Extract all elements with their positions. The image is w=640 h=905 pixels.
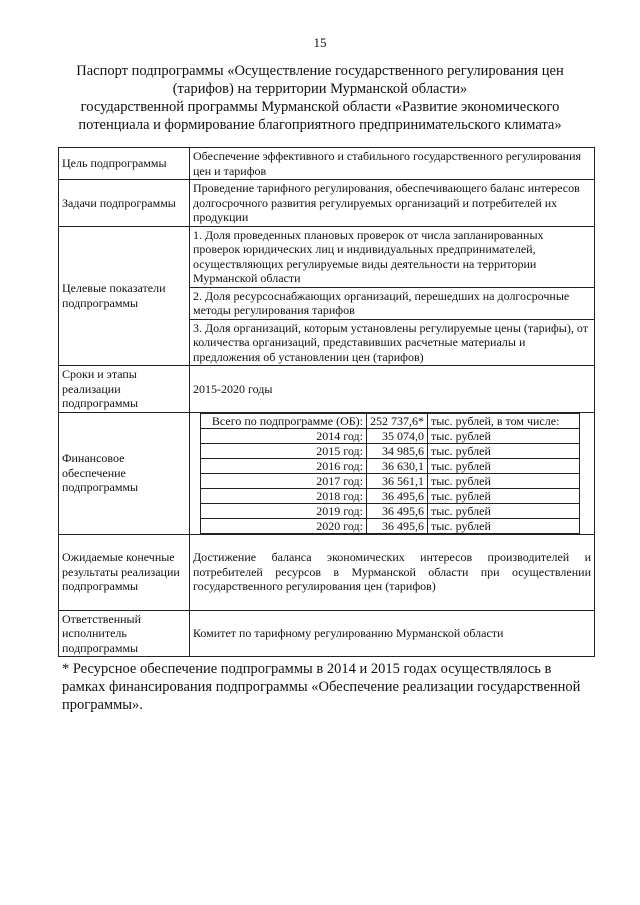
finance-total-unit: тыс. рублей, в том числе: xyxy=(428,413,580,428)
tasks-label: Задачи подпрограммы xyxy=(59,180,190,227)
finance-value: 36 561,1 xyxy=(367,473,428,488)
finance-year: 2017 год: xyxy=(201,473,367,488)
finance-year: 2019 год: xyxy=(201,503,367,518)
indicator-2: 2. Доля ресурсоснабжающих организаций, перешедших на долгосрочные методы регулирования тарифов xyxy=(190,287,595,319)
finance-year: 2016 год: xyxy=(201,458,367,473)
row-tasks xyxy=(59,180,595,227)
finance-year-row xyxy=(201,443,580,458)
row-goal xyxy=(59,148,595,180)
passport-table xyxy=(58,147,595,657)
finance-year-row xyxy=(201,488,580,503)
finance-total-row xyxy=(201,413,580,428)
title-line: потенциала и формирование благоприятного предпринимательского климата» xyxy=(78,117,562,133)
finance-year: 2015 год: xyxy=(201,443,367,458)
title-line: Паспорт подпрограммы «Осуществление государственного регулирования цен xyxy=(76,63,564,79)
row-finance xyxy=(59,412,595,534)
page-number: 15 xyxy=(313,35,327,50)
finance-value: 35 074,0 xyxy=(367,428,428,443)
row-executor xyxy=(59,610,595,657)
row-terms xyxy=(59,366,595,413)
finance-year-row xyxy=(201,458,580,473)
finance-year: 2018 год: xyxy=(201,488,367,503)
finance-cell xyxy=(190,412,595,534)
finance-unit: тыс. рублей xyxy=(428,458,580,473)
finance-label: Финансовое обеспечение подпрограммы xyxy=(59,412,190,534)
finance-value: 36 495,6 xyxy=(367,518,428,533)
finance-unit: тыс. рублей xyxy=(428,473,580,488)
finance-value: 34 985,6 xyxy=(367,443,428,458)
finance-total-label: Всего по подпрограмме (ОБ): xyxy=(201,413,367,428)
finance-value: 36 630,1 xyxy=(367,458,428,473)
finance-year-row xyxy=(201,503,580,518)
indicator-1: 1. Доля проведенных плановых проверок от числа запланированных проверок юридических лиц и индивидуальных предпринимателей, осуществляющих регулируемые виды деятельности на территории Мурманской области xyxy=(190,226,595,287)
finance-year: 2014 год: xyxy=(201,428,367,443)
indicators-label: Целевые показатели подпрограммы xyxy=(59,226,190,366)
page-title xyxy=(60,62,580,134)
results-value: Достижение баланса экономических интересов производителей и потребителей ресурсов в Мурманской области при осуществлении государственного регулирования цен (тарифов) xyxy=(190,534,595,610)
row-indicator-1 xyxy=(59,226,595,287)
indicator-3: 3. Доля организаций, которым установлены регулируемые цены (тарифы), от количества организаций, представивших расчетные материалы и предложения об установлении цен (тарифов) xyxy=(190,319,595,366)
finance-value: 36 495,6 xyxy=(367,488,428,503)
row-results xyxy=(59,534,595,610)
terms-value: 2015-2020 годы xyxy=(190,366,595,413)
finance-year-row xyxy=(201,518,580,533)
goal-value: Обеспечение эффективного и стабильного государственного регулирования цен и тарифов xyxy=(190,148,595,180)
footnote: * Ресурсное обеспечение подпрограммы в 2014 и 2015 годах осуществлялось в рамках финансирования подпрограммы «Обеспечение реализации государственной программы». xyxy=(62,661,581,713)
finance-value: 36 495,6 xyxy=(367,503,428,518)
goal-label: Цель подпрограммы xyxy=(59,148,190,180)
finance-table xyxy=(200,413,580,534)
title-line: (тарифов) на территории Мурманской области» xyxy=(172,81,468,97)
finance-total-value: 252 737,6* xyxy=(367,413,428,428)
finance-year-row xyxy=(201,473,580,488)
results-label: Ожидаемые конечные результаты реализации подпрограммы xyxy=(59,534,190,610)
finance-year: 2020 год: xyxy=(201,518,367,533)
finance-unit: тыс. рублей xyxy=(428,518,580,533)
executor-label: Ответственный исполнитель подпрограммы xyxy=(59,610,190,657)
finance-unit: тыс. рублей xyxy=(428,488,580,503)
finance-unit: тыс. рублей xyxy=(428,443,580,458)
title-line: государственной программы Мурманской области «Развитие экономического xyxy=(80,99,560,115)
tasks-value: Проведение тарифного регулирования, обеспечивающего баланс интересов долгосрочного развития регулируемых организаций и потребителей их продукции xyxy=(190,180,595,227)
finance-year-row xyxy=(201,428,580,443)
executor-value: Комитет по тарифному регулированию Мурманской области xyxy=(190,610,595,657)
finance-unit: тыс. рублей xyxy=(428,428,580,443)
finance-unit: тыс. рублей xyxy=(428,503,580,518)
terms-label: Сроки и этапы реализации подпрограммы xyxy=(59,366,190,413)
